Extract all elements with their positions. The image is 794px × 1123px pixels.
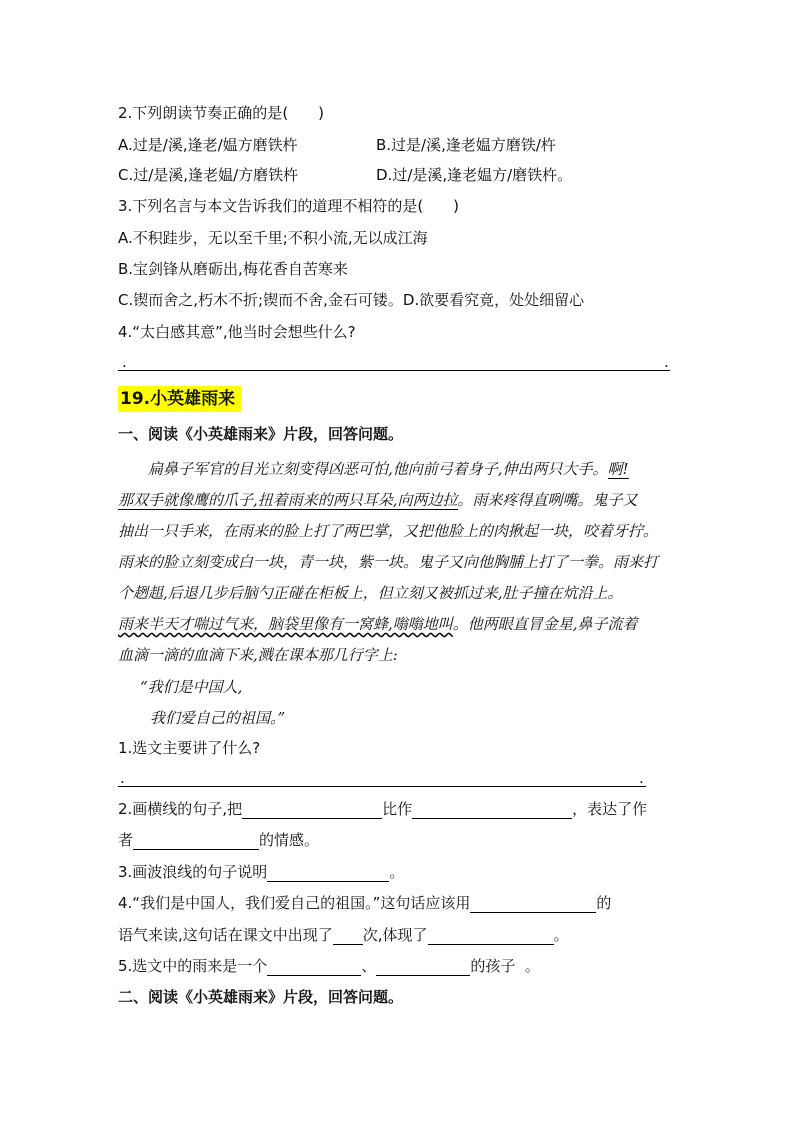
question-3 — [118, 862, 404, 882]
question-text: 的孩子 。 — [470, 957, 540, 975]
answer-blank[interactable] — [242, 802, 382, 819]
wavy-sentence: 雨来半天才喘过气来，脑袋里像有一窝蜂,嗡嗡地叫 — [118, 615, 453, 633]
answer-blank[interactable] — [470, 896, 596, 913]
question-5 — [118, 956, 540, 976]
question-text: 比作 — [382, 800, 413, 818]
part2-heading: 二、阅读《小英雄雨来》片段，回答问题。 — [118, 988, 404, 1006]
question-4 — [118, 893, 611, 913]
question-2-cont — [118, 830, 319, 850]
question-text: 2.画横线的句子,把 — [118, 800, 243, 818]
answer-blank[interactable] — [267, 865, 389, 882]
passage-text: 扁鼻子军官的目光立刻变得凶恶可怕,他向前弓着身子,伸出两只大手。 — [148, 460, 608, 478]
q2-option-a: A.过是/溪,逢老/媪方磨铁杵 — [118, 136, 298, 154]
answer-blank[interactable] — [133, 833, 259, 850]
q3-option-a: A.不积跬步，无以至千里;不积小流,无以成江海 — [118, 229, 428, 247]
question-1: 1.选文主要讲了什么? — [118, 739, 261, 757]
passage-line-7: 血滴一滴的血滴下来,溅在课本那几行字上: — [118, 646, 398, 664]
passage-line-5: 个趔趄,后退几步后脑勺正碰在柜板上，但立刻又被抓过来,肚子撞在炕沿上。 — [118, 584, 623, 602]
answer-blank[interactable] — [412, 802, 572, 819]
answer-dot-right: . — [639, 769, 644, 787]
q2-option-b: B.过是/溪,逢老媪方磨铁/杵 — [376, 136, 556, 154]
q3-option-b: B.宝剑锋从磨砺出,梅花香自苦寒来 — [118, 260, 348, 278]
question-text: 、 — [361, 957, 377, 975]
q2-option-c: C.过/是溪,逢老媪/方磨铁杵 — [118, 166, 299, 184]
question-text: 。 — [389, 863, 405, 881]
q3-question: 3.下列名言与本文告诉我们的道理不相符的是( ) — [118, 197, 460, 215]
question-text: 4.“我们是中国人，我们爱自己的祖国。”这句话应该用 — [118, 894, 471, 912]
passage-text: 。雨来疼得直咧嘴。鬼子又 — [457, 491, 638, 509]
underlined-sentence: 那双手就像鹰的爪子,扭着雨来的两只耳朵,向两边拉 — [118, 491, 458, 509]
answer-line — [118, 370, 670, 371]
part1-heading: 一、阅读《小英雄雨来》片段，回答问题。 — [118, 425, 404, 443]
answer-blank[interactable] — [428, 928, 554, 945]
question-text: 者 — [118, 831, 134, 849]
q2-question: 2.下列朗读节奏正确的是( ) — [118, 104, 325, 122]
passage-quote-1: “我们是中国人, — [140, 678, 243, 696]
answer-dot-left: . — [120, 769, 125, 787]
question-text: 5.选文中的雨来是一个 — [118, 957, 268, 975]
q2-option-d: D.过/是溪,逢老媪方/磨铁杵。 — [376, 166, 573, 184]
underlined-sentence: 啊! — [607, 460, 629, 478]
question-text: ，表达了作 — [572, 800, 648, 818]
passage-quote-2: 我们爱自己的祖国。” — [150, 709, 286, 727]
question-2 — [118, 799, 647, 819]
passage-line-6 — [118, 614, 638, 634]
question-text: 的 — [596, 894, 612, 912]
passage-line-2 — [118, 490, 638, 510]
q3-option-c: C.锲而舍之,朽木不折;锲而不舍,金石可镂。D.欲要看究竟，处处细留心 — [118, 291, 585, 309]
question-text: 3.画波浪线的句子说明 — [118, 863, 268, 881]
answer-dot-right: . — [664, 353, 669, 371]
passage-line-4: 雨来的脸立刻变成白一块，青一块，紫一块。鬼子又向他胸脯上打了一拳。雨来打 — [118, 553, 659, 571]
passage-line-1 — [148, 459, 629, 479]
question-4-cont — [118, 925, 569, 945]
section-title: 19.小英雄雨来 — [118, 386, 241, 412]
passage-text: 。他两眼直冒金星,鼻子流着 — [452, 615, 638, 633]
answer-blank[interactable] — [333, 928, 363, 945]
question-text: 。 — [553, 926, 569, 944]
answer-dot-left: . — [122, 353, 127, 371]
answer-line — [118, 786, 646, 787]
passage-line-3: 抽出一只手来，在雨来的脸上打了两巴掌，又把他脸上的肉揪起一块，咬着牙拧。 — [118, 522, 659, 540]
answer-blank[interactable] — [267, 959, 361, 976]
question-text: 的情感。 — [259, 831, 320, 849]
answer-blank[interactable] — [376, 959, 470, 976]
question-text: 次,体现了 — [362, 926, 428, 944]
question-text: 语气来读,这句话在课文中出现了 — [118, 926, 333, 944]
q4-question: 4.“太白感其意”,他当时会想些什么? — [118, 323, 356, 341]
